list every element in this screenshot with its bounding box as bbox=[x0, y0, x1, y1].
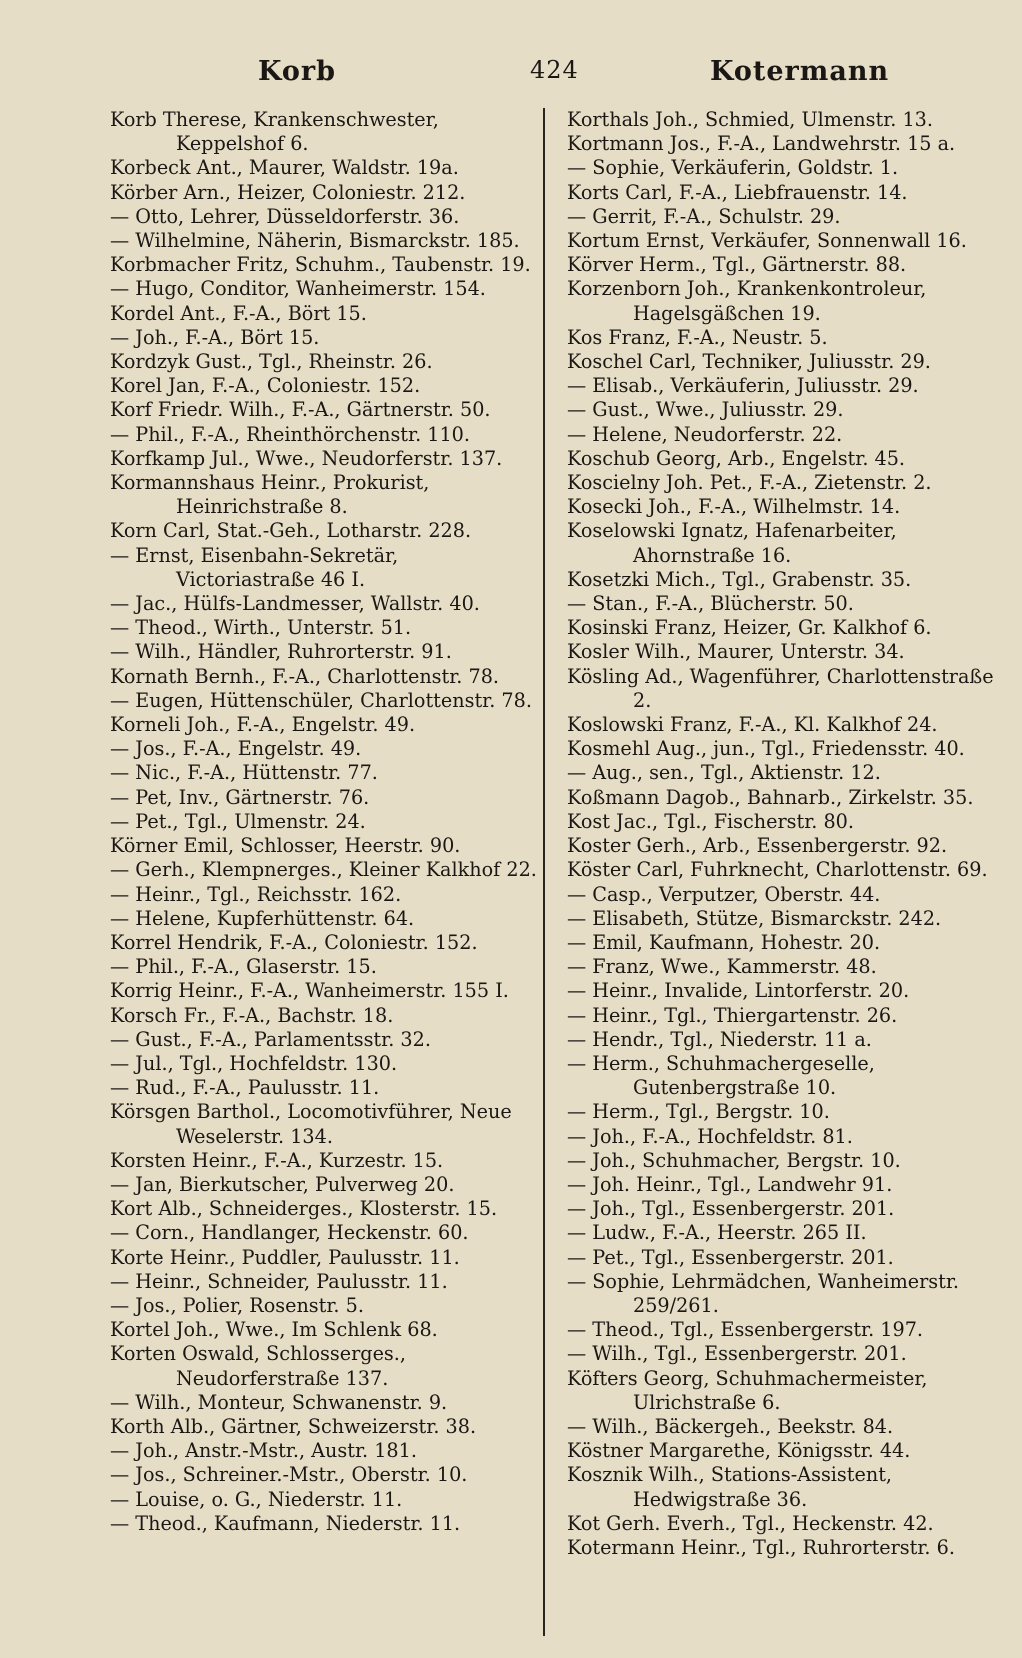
directory-entry: Korn Carl, Stat.-Geh., Lotharstr. 228. bbox=[110, 519, 472, 543]
directory-entry: Körsgen Barthol., Locomotivführer, Neue Weselerstr. 134. bbox=[110, 1100, 512, 1148]
directory-entry: Korrel Hendrik, F.-A., Coloniestr. 152. bbox=[110, 930, 478, 954]
directory-entry: Körber Arn., Heizer, Coloniestr. 212. bbox=[110, 180, 466, 204]
directory-entry: Kort Alb., Schneiderges., Klosterstr. 15. bbox=[110, 1197, 498, 1221]
directory-entry: — Gerrit, F.-A., Schulstr. 29. bbox=[567, 204, 841, 228]
directory-entry: — Jos., Polier, Rosenstr. 5. bbox=[110, 1293, 364, 1317]
directory-entry: — Corn., Handlanger, Heckenstr. 60. bbox=[110, 1221, 469, 1245]
directory-entry: — Pet., Tgl., Essenbergerstr. 201. bbox=[567, 1245, 894, 1269]
directory-entry: Korbeck Ant., Maurer, Waldstr. 19a. bbox=[110, 156, 459, 180]
directory-entry: Koslowski Franz, F.-A., Kl. Kalkhof 24. bbox=[567, 713, 938, 737]
directory-entry: Korten Oswald, Schlosserges., Neudorferstraße 137. bbox=[110, 1342, 406, 1390]
directory-entry: — Stan., F.-A., Blücherstr. 50. bbox=[567, 592, 854, 616]
directory-entry: — Louise, o. G., Niederstr. 11. bbox=[110, 1487, 403, 1511]
directory-entry: Koster Gerh., Arb., Essenbergerstr. 92. bbox=[567, 834, 948, 858]
directory-entry: — Joh., F.-A., Hochfeldstr. 81. bbox=[567, 1124, 853, 1148]
directory-entry: — Joh., Tgl., Essenbergerstr. 201. bbox=[567, 1197, 895, 1221]
directory-entry: — Jac., Hülfs-Landmesser, Wallstr. 40. bbox=[110, 592, 480, 616]
directory-entry: — Hendr., Tgl., Niederstr. 11 a. bbox=[567, 1027, 872, 1051]
directory-entry: — Wilh., Bäckergeh., Beekstr. 84. bbox=[567, 1414, 894, 1438]
directory-entry: Köfters Georg, Schuhmachermeister, Ulrichstraße 6. bbox=[567, 1366, 928, 1414]
directory-entry: — Theod., Tgl., Essenbergerstr. 197. bbox=[567, 1318, 924, 1342]
directory-entry: — Joh., Schuhmacher, Bergstr. 10. bbox=[567, 1148, 901, 1172]
directory-entry: Kormannshaus Heinr., Prokurist, Heinrichstraße 8. bbox=[110, 471, 430, 519]
directory-entry: — Theod., Wirth., Unterstr. 51. bbox=[110, 616, 412, 640]
directory-entry: — Gust., Wwe., Juliusstr. 29. bbox=[567, 398, 844, 422]
directory-entry: — Nic., F.-A., Hüttenstr. 77. bbox=[110, 761, 378, 785]
directory-entry: Kösling Ad., Wagenführer, Charlottenstraße 2. bbox=[567, 664, 994, 712]
directory-entry: Kost Jac., Tgl., Fischerstr. 80. bbox=[567, 809, 854, 833]
left-column bbox=[110, 108, 542, 1536]
directory-entry: — Wilh., Tgl., Essenbergerstr. 201. bbox=[567, 1342, 907, 1366]
directory-entry: — Eugen, Hüttenschüler, Charlottenstr. 78. bbox=[110, 688, 532, 712]
directory-entry: — Helene, Neudorferstr. 22. bbox=[567, 422, 843, 446]
directory-entry: — Phil., F.-A., Rheinthörchenstr. 110. bbox=[110, 422, 470, 446]
directory-entry: — Rud., F.-A., Paulusstr. 11. bbox=[110, 1076, 380, 1100]
directory-entry: Köster Carl, Fuhrknecht, Charlottenstr. 69. bbox=[567, 858, 988, 882]
directory-entry: Kosecki Joh., F.-A., Wilhelmstr. 14. bbox=[567, 495, 901, 519]
directory-entry: — Sophie, Verkäuferin, Goldstr. 1. bbox=[567, 156, 899, 180]
directory-entry: — Jan, Bierkutscher, Pulverweg 20. bbox=[110, 1172, 455, 1196]
directory-entry: Kot Gerh. Everh., Tgl., Heckenstr. 42. bbox=[567, 1511, 934, 1535]
directory-entry: Korfkamp Jul., Wwe., Neudorferstr. 137. bbox=[110, 446, 503, 470]
directory-entry: Korth Alb., Gärtner, Schweizerstr. 38. bbox=[110, 1414, 477, 1438]
directory-entry: — Joh., F.-A., Bört 15. bbox=[110, 325, 320, 349]
directory-entry: — Joh., Anstr.-Mstr., Austr. 181. bbox=[110, 1439, 417, 1463]
directory-entry: Korts Carl, F.-A., Liebfrauenstr. 14. bbox=[567, 180, 908, 204]
header-right-keyword: Kotermann bbox=[710, 56, 890, 87]
directory-entry: — Jos., F.-A., Engelstr. 49. bbox=[110, 737, 362, 761]
directory-entry: Kos Franz, F.-A., Neustr. 5. bbox=[567, 325, 828, 349]
directory-entry: Koselowski Ignatz, Hafenarbeiter, Ahornstraße 16. bbox=[567, 519, 897, 567]
directory-entry: Kortum Ernst, Verkäufer, Sonnenwall 16. bbox=[567, 229, 967, 253]
directory-entry: Kornath Bernh., F.-A., Charlottenstr. 78. bbox=[110, 664, 500, 688]
directory-entry: — Herm., Schuhmachergeselle, Gutenbergstraße 10. bbox=[567, 1051, 875, 1100]
directory-entry: — Heinr., Invalide, Lintorferstr. 20. bbox=[567, 979, 910, 1003]
directory-entry: Korb Therese, Krankenschwester, Keppelshof 6. bbox=[110, 108, 439, 156]
directory-entry: — Elisabeth, Stütze, Bismarckstr. 242. bbox=[567, 906, 942, 930]
directory-entry: — Wilh., Händler, Ruhrorterstr. 91. bbox=[110, 640, 452, 664]
directory-entry: — Emil, Kaufmann, Hohestr. 20. bbox=[567, 930, 881, 954]
directory-entry: — Wilhelmine, Näherin, Bismarckstr. 185. bbox=[110, 229, 520, 253]
directory-entry: — Heinr., Tgl., Reichsstr. 162. bbox=[110, 882, 402, 906]
directory-entry: Kortel Joh., Wwe., Im Schlenk 68. bbox=[110, 1318, 438, 1342]
directory-entry: — Herm., Tgl., Bergstr. 10. bbox=[567, 1100, 830, 1124]
directory-entry: — Heinr., Schneider, Paulusstr. 11. bbox=[110, 1269, 448, 1293]
directory-entry: — Aug., sen., Tgl., Aktienstr. 12. bbox=[567, 761, 881, 785]
directory-entry: Korte Heinr., Puddler, Paulusstr. 11. bbox=[110, 1245, 460, 1269]
directory-entry: Kosler Wilh., Maurer, Unterstr. 34. bbox=[567, 640, 905, 664]
directory-entry: — Joh. Heinr., Tgl., Landwehr 91. bbox=[567, 1172, 893, 1196]
running-header bbox=[0, 56, 1022, 96]
directory-entry: Korsten Heinr., F.-A., Kurzestr. 15. bbox=[110, 1148, 444, 1172]
directory-entry: — Casp., Verputzer, Oberstr. 44. bbox=[567, 882, 881, 906]
directory-entry: Koßmann Dagob., Bahnarb., Zirkelstr. 35. bbox=[567, 785, 974, 809]
directory-entry: — Jos., Schreiner.-Mstr., Oberstr. 10. bbox=[110, 1463, 468, 1487]
directory-entry: — Heinr., Tgl., Thiergartenstr. 26. bbox=[567, 1003, 898, 1027]
directory-entry: — Elisab., Verkäuferin, Juliusstr. 29. bbox=[567, 374, 919, 398]
directory-entry: — Helene, Kupferhüttenstr. 64. bbox=[110, 906, 415, 930]
directory-entry: — Jul., Tgl., Hochfeldstr. 130. bbox=[110, 1051, 398, 1075]
directory-entry: Kotermann Heinr., Tgl., Ruhrorterstr. 6. bbox=[567, 1535, 955, 1559]
directory-entry: Kosmehl Aug., jun., Tgl., Friedensstr. 40. bbox=[567, 737, 965, 761]
directory-entry: Kortmann Jos., F.-A., Landwehrstr. 15 a. bbox=[567, 132, 956, 156]
directory-entry: Koschel Carl, Techniker, Juliusstr. 29. bbox=[567, 350, 931, 374]
directory-entry: Koscielny Joh. Pet., F.-A., Zietenstr. 2. bbox=[567, 471, 932, 495]
directory-entry: — Wilh., Monteur, Schwanenstr. 9. bbox=[110, 1390, 448, 1414]
directory-entry: Kosinski Franz, Heizer, Gr. Kalkhof 6. bbox=[567, 616, 932, 640]
directory-entry: Korzenborn Joh., Krankenkontroleur, Hagelsgäßchen 19. bbox=[567, 277, 927, 325]
directory-entry: — Gerh., Klempnerges., Kleiner Kalkhof 22. bbox=[110, 858, 537, 882]
column-divider bbox=[543, 108, 545, 1636]
directory-entry: — Gust., F.-A., Parlamentsstr. 32. bbox=[110, 1027, 431, 1051]
directory-entry: — Otto, Lehrer, Düsseldorferstr. 36. bbox=[110, 204, 460, 228]
directory-entry: Kosznik Wilh., Stations-Assistent, Hedwigstraße 36. bbox=[567, 1463, 893, 1511]
directory-entry: — Pet, Inv., Gärtnerstr. 76. bbox=[110, 785, 370, 809]
right-column bbox=[567, 108, 999, 1560]
directory-entry: Körver Herm., Tgl., Gärtnerstr. 88. bbox=[567, 253, 907, 277]
header-left-keyword: Korb bbox=[258, 56, 336, 87]
directory-entry: Korbmacher Fritz, Schuhm., Taubenstr. 19. bbox=[110, 253, 531, 277]
directory-entry: — Theod., Kaufmann, Niederstr. 11. bbox=[110, 1511, 461, 1535]
directory-entry: — Ernst, Eisenbahn-Sekretär, Victoriastraße 46 I. bbox=[110, 543, 399, 591]
directory-entry: Korrig Heinr., F.-A., Wanheimerstr. 155 I. bbox=[110, 979, 509, 1003]
directory-entry: — Sophie, Lehrmädchen, Wanheimerstr. 259/261. bbox=[567, 1269, 960, 1317]
page-number: 424 bbox=[530, 56, 579, 84]
directory-entry: Kordel Ant., F.-A., Bört 15. bbox=[110, 301, 367, 325]
directory-entry: Korneli Joh., F.-A., Engelstr. 49. bbox=[110, 713, 416, 737]
directory-entry: — Pet., Tgl., Ulmenstr. 24. bbox=[110, 809, 366, 833]
directory-entry: Korf Friedr. Wilh., F.-A., Gärtnerstr. 50. bbox=[110, 398, 491, 422]
directory-entry: — Ludw., F.-A., Heerstr. 265 II. bbox=[567, 1221, 867, 1245]
directory-entry: Korel Jan, F.-A., Coloniestr. 152. bbox=[110, 374, 421, 398]
directory-entry: Korthals Joh., Schmied, Ulmenstr. 13. bbox=[567, 108, 933, 131]
directory-entry: Korsch Fr., F.-A., Bachstr. 18. bbox=[110, 1003, 394, 1027]
directory-entry: — Franz, Wwe., Kammerstr. 48. bbox=[567, 955, 877, 979]
directory-entry: Kordzyk Gust., Tgl., Rheinstr. 26. bbox=[110, 350, 433, 374]
directory-entry: Kosetzki Mich., Tgl., Grabenstr. 35. bbox=[567, 567, 912, 591]
directory-entry: Koschub Georg, Arb., Engelstr. 45. bbox=[567, 446, 906, 470]
directory-entry: Köstner Margarethe, Königsstr. 44. bbox=[567, 1439, 911, 1463]
directory-entry: Körner Emil, Schlosser, Heerstr. 90. bbox=[110, 834, 461, 858]
directory-entry: — Hugo, Conditor, Wanheimerstr. 154. bbox=[110, 277, 486, 301]
directory-entry: — Phil., F.-A., Glaserstr. 15. bbox=[110, 955, 377, 979]
